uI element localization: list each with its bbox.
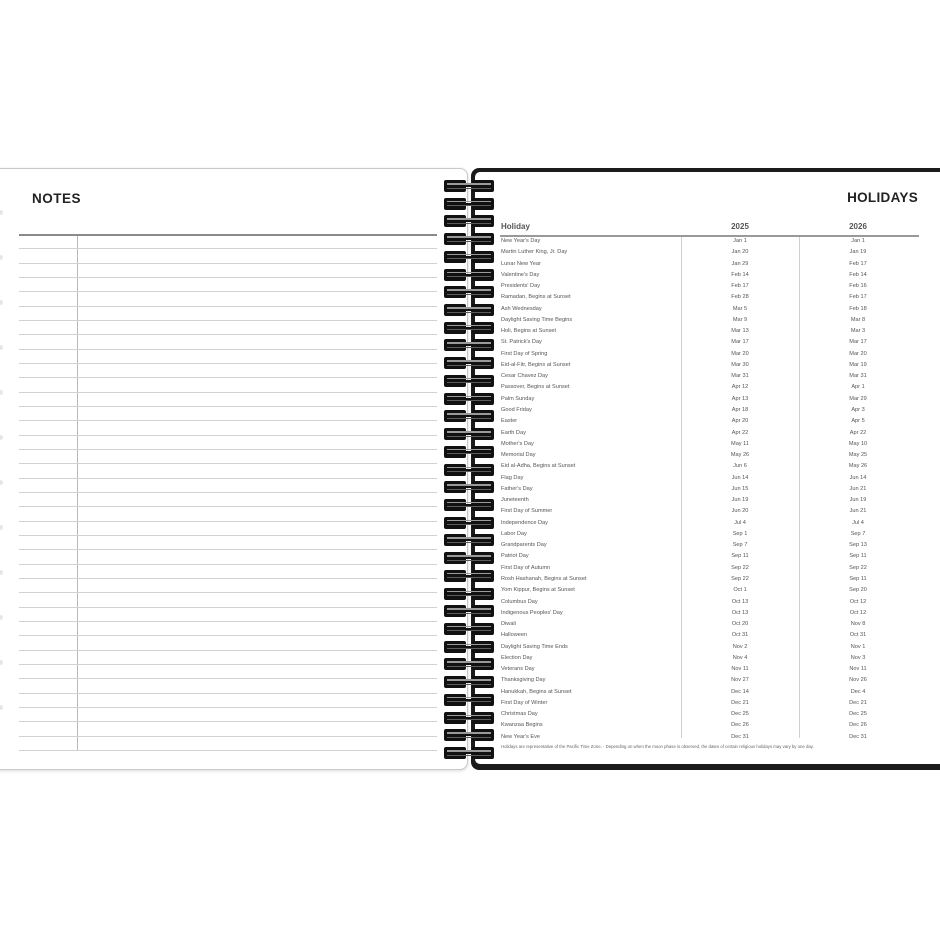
table-row (500, 609, 919, 620)
table-row (500, 327, 919, 338)
holiday-date-2025: Feb 28 (731, 294, 749, 301)
holiday-date-2026: Jan 19 (849, 249, 867, 256)
spiral-coil (444, 251, 494, 263)
holiday-name: Easter (501, 418, 518, 425)
holiday-date-2025: Mar 17 (731, 339, 749, 346)
holiday-date-2026: Mar 3 (850, 328, 866, 335)
holiday-name: Valentine's Day (501, 271, 540, 278)
notes-rule-line (19, 320, 437, 321)
notes-rule-line (19, 650, 437, 651)
holiday-date-2025: Jun 14 (731, 474, 749, 481)
notes-rule-line (19, 406, 437, 407)
notes-rule-line (19, 506, 437, 507)
spiral-binding (444, 180, 494, 765)
holiday-date-2026: Jun 21 (849, 508, 867, 515)
spiral-coil (444, 393, 494, 405)
holiday-name: Juneteenth (501, 497, 529, 504)
notes-rule-line (19, 248, 437, 249)
holiday-date-2025: Feb 14 (731, 271, 749, 278)
holiday-date-2025: May 26 (730, 452, 750, 459)
notes-rule-line (19, 592, 437, 593)
notes-rule-line (19, 578, 437, 579)
holiday-date-2026: Mar 17 (849, 339, 867, 346)
spiral-coil (444, 676, 494, 688)
holiday-date-2026: May 10 (848, 440, 868, 447)
table-row (500, 271, 919, 282)
spiral-coil (444, 446, 494, 458)
holiday-date-2025: Oct 31 (731, 632, 749, 639)
spiral-coil (444, 747, 494, 759)
holidays-table-header (500, 220, 919, 237)
holiday-name: Lunar New Year (501, 260, 541, 267)
holiday-name: Yom Kippur, Begins at Sunset (501, 587, 575, 594)
spiral-coil (444, 570, 494, 582)
holiday-name: Thanksgiving Day (501, 677, 546, 684)
holiday-date-2026: Sep 11 (849, 553, 867, 560)
holiday-name: Good Friday (501, 406, 532, 413)
holiday-date-2026: Apr 1 (851, 384, 865, 391)
holiday-name: Flag Day (501, 474, 524, 481)
holiday-name: Palm Sunday (501, 395, 535, 402)
table-row (500, 631, 919, 642)
spiral-coil (444, 269, 494, 281)
holiday-date-2026: Sep 11 (849, 575, 867, 582)
holiday-name: St. Patrick's Day (501, 339, 542, 346)
holiday-name: Cesar Chavez Day (501, 373, 548, 380)
holiday-name: Labor Day (501, 530, 527, 537)
notes-rule-line (19, 535, 437, 536)
spiral-coil (444, 588, 494, 600)
spiral-coil (444, 322, 494, 334)
spiral-coil (444, 641, 494, 653)
holiday-date-2026: Jun 19 (849, 497, 867, 504)
table-row (500, 395, 919, 406)
holiday-date-2026: Feb 14 (849, 271, 867, 278)
spiral-coil (444, 357, 494, 369)
notes-rule-line (19, 377, 437, 378)
holiday-date-2026: Nov 8 (850, 621, 866, 628)
table-row (500, 665, 919, 676)
holiday-date-2025: Mar 30 (731, 361, 749, 368)
table-row (500, 429, 919, 440)
holiday-date-2026: Mar 19 (849, 361, 867, 368)
holiday-date-2025: Jan 1 (733, 238, 747, 244)
holiday-date-2025: Sep 7 (732, 542, 748, 549)
table-row (500, 586, 919, 597)
holiday-name: New Year's Eve (501, 733, 541, 740)
table-row (500, 462, 919, 473)
holiday-date-2025: Jan 20 (731, 249, 749, 256)
table-row (500, 598, 919, 609)
spiral-coil (444, 180, 494, 192)
holiday-date-2026: Apr 5 (851, 418, 865, 425)
notes-rule-line (19, 334, 437, 335)
notes-rule-line (19, 306, 437, 307)
table-row (500, 564, 919, 575)
holiday-name: Daylight Saving Time Ends (501, 643, 568, 650)
holiday-date-2025: Apr 12 (731, 384, 749, 391)
holiday-date-2026: Sep 22 (849, 564, 867, 571)
notes-rule-line (19, 234, 437, 236)
holiday-date-2026: Dec 26 (849, 722, 867, 729)
holiday-name: Halloween (501, 632, 528, 639)
table-row (500, 721, 919, 732)
table-row (500, 237, 919, 248)
holiday-date-2026: Jul 4 (852, 519, 864, 526)
holiday-date-2025: Nov 2 (732, 643, 748, 650)
holiday-name: Independence Day (501, 519, 548, 526)
notes-rule-line (19, 435, 437, 436)
table-row (500, 293, 919, 304)
holiday-date-2026: Dec 21 (849, 699, 867, 706)
holiday-name: Patriot Day (501, 553, 529, 560)
holidays-footnote: Holidays are representative of the Pacific Time Zone. · Depending on when the moon phase is observed, the dates of certain religious holidays may vary by one day. (501, 744, 814, 749)
notes-rule-line (19, 721, 437, 722)
holiday-date-2026: May 25 (848, 452, 868, 459)
table-row (500, 383, 919, 394)
holiday-date-2026: Jun 14 (849, 474, 867, 481)
spiral-coil (444, 534, 494, 546)
table-row (500, 282, 919, 293)
spiral-coil (444, 605, 494, 617)
holiday-name: Christmas Day (501, 711, 538, 718)
table-row (500, 733, 919, 744)
spiral-coil (444, 375, 494, 387)
holiday-date-2026: Oct 31 (849, 632, 867, 639)
holiday-date-2026: Apr 3 (851, 406, 865, 413)
table-row (500, 406, 919, 417)
notes-rule-line (19, 521, 437, 522)
notes-rule-line (19, 492, 437, 493)
holiday-date-2026: Feb 17 (849, 260, 867, 267)
holiday-date-2025: Dec 21 (731, 699, 749, 706)
holiday-date-2026: Mar 29 (849, 395, 867, 402)
notes-rule-line (19, 678, 437, 679)
holiday-date-2025: Apr 18 (731, 406, 749, 413)
holiday-date-2026: Oct 12 (849, 609, 867, 616)
notes-rule-line (19, 564, 437, 565)
holiday-name: First Day of Winter (501, 699, 548, 706)
holiday-date-2026: Dec 31 (849, 733, 867, 740)
table-row (500, 260, 919, 271)
table-row (500, 643, 919, 654)
holiday-name: Kwanzaa Begins (501, 722, 543, 729)
holidays-title: HOLIDAYS (847, 190, 918, 205)
holiday-date-2025: Jul 4 (734, 519, 746, 526)
holiday-name: Veterans Day (501, 666, 535, 673)
holiday-date-2025: Sep 11 (731, 553, 749, 560)
table-row (500, 496, 919, 507)
spiral-coil (444, 233, 494, 245)
spiral-coil (444, 694, 494, 706)
holiday-date-2026: Feb 16 (849, 283, 867, 290)
holiday-name: Memorial Day (501, 452, 536, 459)
spiral-coil (444, 481, 494, 493)
notes-rule-line (19, 463, 437, 464)
holiday-name: Hanukkah, Begins at Sunset (501, 688, 572, 695)
table-row (500, 654, 919, 665)
holiday-name: First Day of Spring (501, 350, 548, 357)
table-row (500, 530, 919, 541)
holiday-date-2026: Mar 31 (849, 373, 867, 380)
notes-rule-line (19, 693, 437, 694)
holiday-date-2025: Nov 27 (731, 677, 749, 684)
table-row (500, 699, 919, 710)
holiday-date-2025: Mar 31 (731, 373, 749, 380)
holiday-date-2026: Nov 3 (850, 654, 866, 661)
holidays-table (500, 220, 919, 744)
holiday-date-2025: May 11 (731, 440, 749, 447)
holiday-date-2025: Dec 31 (731, 733, 749, 740)
holiday-date-2026: Feb 18 (849, 305, 867, 312)
holiday-date-2026: Feb 17 (849, 294, 867, 301)
spiral-coil (444, 552, 494, 564)
notes-rule-line (19, 263, 437, 264)
spiral-coil (444, 215, 494, 227)
notes-rule-line (19, 349, 437, 350)
notes-rule-line (19, 392, 437, 393)
holiday-date-2025: Jun 19 (731, 497, 749, 504)
spiral-coil (444, 517, 494, 529)
table-row (500, 316, 919, 327)
holiday-date-2025: Oct 13 (731, 609, 749, 616)
table-row (500, 710, 919, 721)
table-row (500, 676, 919, 687)
holiday-date-2026: Nov 11 (849, 666, 867, 673)
holiday-name: Ramadan, Begins at Sunset (501, 294, 571, 301)
spiral-coil (444, 499, 494, 511)
header-2025: 2025 (731, 222, 749, 231)
holiday-date-2025: Jan 29 (731, 260, 749, 267)
spiral-coil (444, 198, 494, 210)
holiday-date-2026: Jan 1 (851, 238, 865, 244)
table-row (500, 620, 919, 631)
holiday-date-2026: Nov 26 (849, 677, 867, 684)
table-row (500, 688, 919, 699)
spiral-coil (444, 712, 494, 724)
table-row (500, 440, 919, 451)
holiday-date-2025: Mar 13 (731, 328, 749, 335)
holiday-name: Diwali (501, 621, 516, 628)
holiday-date-2025: Oct 20 (731, 621, 749, 628)
table-row (500, 552, 919, 563)
holiday-name: Ash Wednesday (501, 305, 542, 312)
holiday-date-2025: Dec 14 (731, 688, 749, 695)
holiday-date-2025: Mar 5 (732, 305, 748, 312)
notes-rule-line (19, 750, 437, 751)
holiday-date-2026: Mar 8 (850, 316, 866, 323)
holiday-date-2025: Jun 15 (731, 485, 749, 492)
holiday-name: Earth Day (501, 429, 526, 436)
holiday-date-2026: Dec 4 (850, 688, 866, 695)
notes-rule-line (19, 707, 437, 708)
holiday-name: New Year's Day (501, 238, 541, 244)
header-2026: 2026 (849, 222, 867, 231)
holiday-name: Eid al-Adha, Begins at Sunset (501, 463, 576, 470)
holiday-name: Columbus Day (501, 598, 538, 605)
holiday-date-2025: Apr 13 (731, 395, 749, 402)
holiday-name: Grandparents Day (501, 542, 547, 549)
holiday-name: Passover, Begins at Sunset (501, 384, 570, 391)
holiday-date-2025: Nov 4 (732, 654, 748, 661)
holiday-date-2025: Oct 13 (731, 598, 749, 605)
notes-margin-line (77, 236, 78, 750)
holiday-date-2025: Feb 17 (731, 283, 749, 290)
holiday-date-2025: Sep 1 (732, 530, 748, 537)
table-row (500, 451, 919, 462)
holiday-date-2026: Mar 20 (849, 350, 867, 357)
notes-rule-line (19, 549, 437, 550)
spiral-coil (444, 658, 494, 670)
spiral-coil (444, 464, 494, 476)
table-row (500, 519, 919, 530)
holiday-date-2025: Dec 26 (731, 722, 749, 729)
notes-rule-line (19, 291, 437, 292)
notes-rule-line (19, 635, 437, 636)
holiday-name: First Day of Autumn (501, 564, 551, 571)
holiday-date-2026: Sep 20 (849, 587, 867, 594)
notes-rule-line (19, 664, 437, 665)
spiral-coil (444, 304, 494, 316)
table-row (500, 361, 919, 372)
spiral-coil (444, 623, 494, 635)
spiral-coil (444, 729, 494, 741)
holiday-date-2025: Apr 22 (731, 429, 749, 436)
holiday-name: Father's Day (501, 485, 533, 492)
table-row (500, 417, 919, 428)
holiday-date-2025: Oct 1 (733, 587, 747, 594)
holiday-name: Rosh Hashanah, Begins at Sunset (501, 575, 587, 582)
holiday-date-2026: May 26 (848, 463, 868, 470)
notes-rule-line (19, 478, 437, 479)
holiday-date-2025: Mar 20 (731, 350, 749, 357)
notes-rule-line (19, 449, 437, 450)
holiday-name: Eid-al-Fitr, Begins at Sunset (501, 361, 571, 368)
holiday-date-2025: Jun 6 (733, 463, 747, 470)
notes-rule-line (19, 277, 437, 278)
holiday-date-2026: Apr 22 (849, 429, 867, 436)
holiday-date-2025: Apr 20 (731, 418, 749, 425)
notes-lines (19, 234, 437, 750)
holiday-date-2026: Jun 21 (849, 485, 867, 492)
table-row (500, 305, 919, 316)
spiral-coil (444, 428, 494, 440)
table-row (500, 474, 919, 485)
holiday-date-2025: Jun 20 (731, 508, 749, 515)
holiday-name: Presidents' Day (501, 283, 540, 290)
header-holiday: Holiday (501, 222, 530, 231)
holiday-date-2026: Sep 13 (849, 542, 867, 549)
holiday-date-2026: Sep 7 (850, 530, 866, 537)
holiday-name: Indigenous Peoples' Day (501, 609, 563, 616)
table-row (500, 372, 919, 383)
table-row (500, 350, 919, 361)
table-row (500, 541, 919, 552)
table-row (500, 507, 919, 518)
notes-rule-line (19, 607, 437, 608)
holiday-name: Daylight Saving Time Begins (501, 316, 573, 323)
spiral-coil (444, 286, 494, 298)
spiral-coil (444, 339, 494, 351)
table-row (500, 338, 919, 349)
table-row (500, 575, 919, 586)
holidays-rows (500, 237, 919, 744)
notes-rule-line (19, 363, 437, 364)
holiday-name: Mother's Day (501, 440, 534, 447)
notes-rule-line (19, 736, 437, 737)
notes-rule-line (19, 621, 437, 622)
notes-rule-line (19, 420, 437, 421)
holiday-name: Holi, Begins at Sunset (501, 328, 557, 335)
table-row (500, 248, 919, 259)
holiday-date-2025: Nov 11 (731, 666, 749, 673)
holiday-name: Election Day (501, 654, 533, 661)
table-row (500, 485, 919, 496)
holiday-date-2026: Oct 12 (849, 598, 867, 605)
holiday-date-2026: Dec 25 (849, 711, 867, 718)
holiday-date-2025: Mar 9 (732, 316, 748, 323)
holiday-date-2025: Sep 22 (731, 575, 749, 582)
holiday-date-2026: Nov 1 (850, 643, 866, 650)
notes-title: NOTES (32, 191, 82, 206)
holiday-date-2025: Dec 25 (731, 711, 749, 718)
holiday-name: First Day of Summer (501, 508, 553, 515)
holiday-date-2025: Sep 22 (731, 564, 749, 571)
holiday-name: Martin Luther King, Jr. Day (501, 249, 568, 256)
spiral-coil (444, 410, 494, 422)
